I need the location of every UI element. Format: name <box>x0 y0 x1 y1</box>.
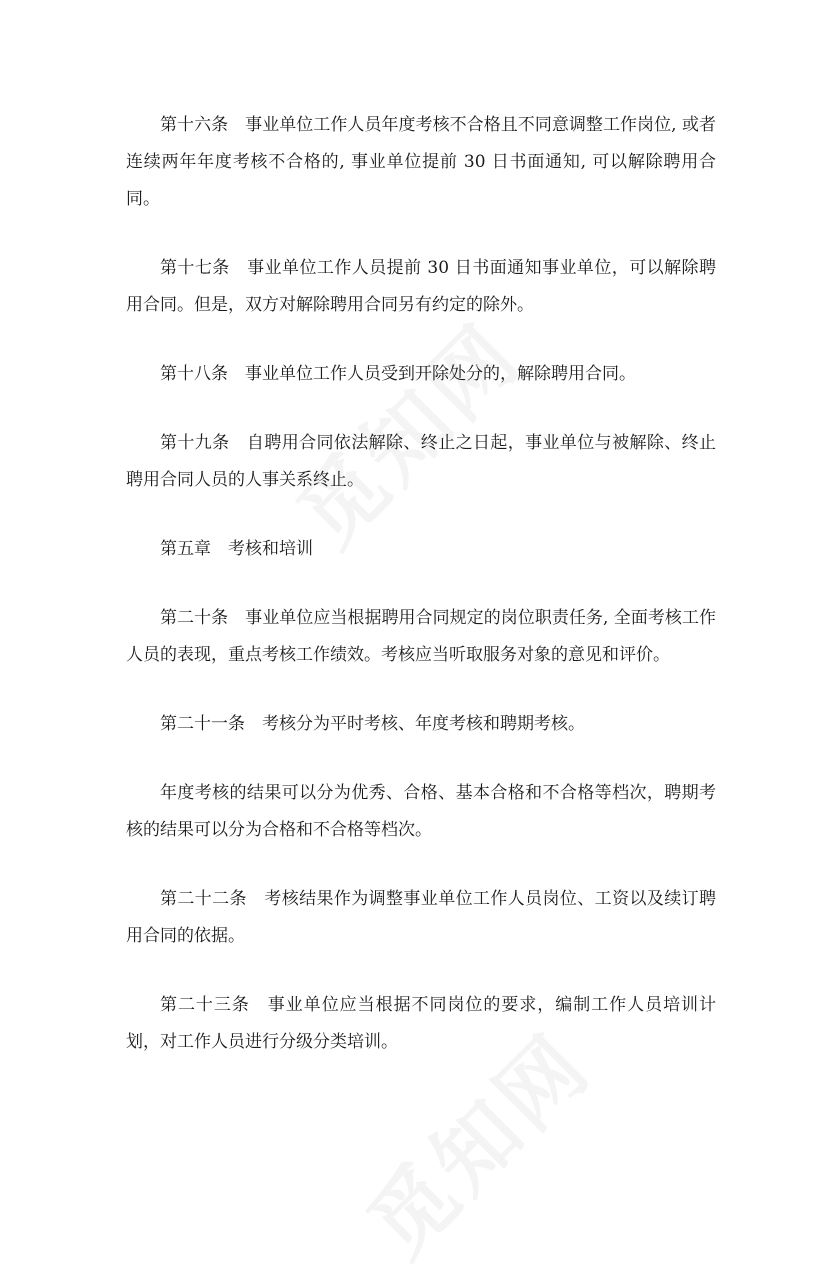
article-16: 第十六条 事业单位工作人员年度考核不合格且不同意调整工作岗位, 或者连续两年年度考核不合格的, 事业单位提前 30 日书面通知, 可以解除聘用合同。 <box>126 115 716 209</box>
article-18: 第十八条 事业单位工作人员受到开除处分的，解除聘用合同。 <box>160 364 636 384</box>
article-17: 第十七条 事业单位工作人员提前 30 日书面通知事业单位，可以解除聘用合同。但是，双方对解除聘用合同另有约定的除外。 <box>126 258 716 315</box>
chapter-5-heading: 第五章 考核和培训 <box>160 539 313 559</box>
article-21: 第二十一条 考核分为平时考核、年度考核和聘期考核。 <box>160 714 585 734</box>
article-21-clause: 年度考核的结果可以分为优秀、合格、基本合格和不合格等档次，聘期考核的结果可以分为合格和不合格等档次。 <box>126 783 716 840</box>
article-19: 第十九条 自聘用合同依法解除、终止之日起，事业单位与被解除、终止聘用合同人员的人事关系终止。 <box>126 433 716 490</box>
document-body <box>126 107 716 1093</box>
article-23: 第二十三条 事业单位应当根据不同岗位的要求，编制工作人员培训计划，对工作人员进行分级分类培训。 <box>126 995 716 1052</box>
article-20: 第二十条 事业单位应当根据聘用合同规定的岗位职责任务, 全面考核工作人员的表现，重点考核工作绩效。考核应当听取服务对象的意见和评价。 <box>126 608 716 665</box>
article-22: 第二十二条 考核结果作为调整事业单位工作人员岗位、工资以及续订聘用合同的依据。 <box>126 889 716 946</box>
